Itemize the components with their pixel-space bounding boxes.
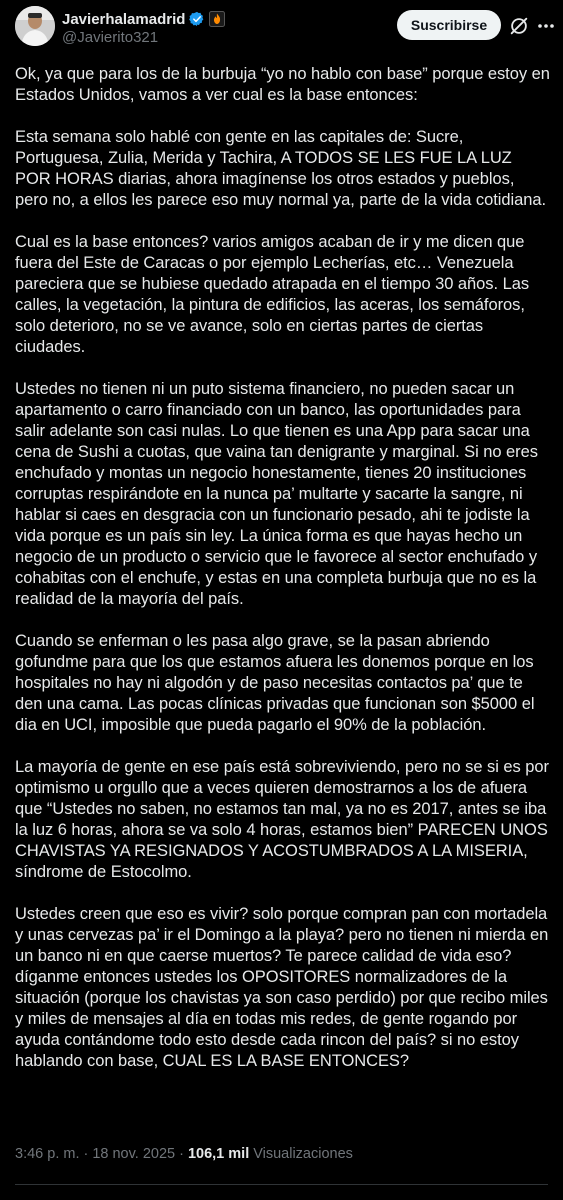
tweet-header: [0, 0, 563, 56]
more-icon[interactable]: [536, 16, 556, 36]
divider: [15, 1184, 548, 1185]
views-label: Visualizaciones: [253, 1146, 353, 1162]
affiliate-badge-icon[interactable]: [209, 11, 225, 27]
tweet-text: [15, 64, 550, 1093]
tweet-paragraph: Ok, ya que para los de la burbuja “yo no hablo con base” porque estoy en Estados Unidos, vamos a ver cual es la base entonces:: [15, 65, 550, 104]
user-handle[interactable]: @Javierito321: [62, 29, 159, 46]
avatar-image: [15, 6, 55, 46]
display-name[interactable]: Javierhalamadrid: [62, 10, 186, 28]
tweet-paragraph: Esta semana solo hablé con gente en las capitales de: Sucre, Portuguesa, Zulia, Merida y Tachira, A TODOS SE LES FUE LA LUZ POR HORAS diarias, ahora imagínense los otros estados y pueblos, pero no, a ellos les parece eso muy normal ya, parte de la vida cotidiana.: [15, 128, 547, 209]
verified-badge-icon: [189, 11, 205, 27]
tweet-time[interactable]: 3:46 p. m.: [15, 1146, 80, 1162]
tweet-paragraph: Cuando se enferman o les pasa algo grave, se la pasan abriendo gofundme para que los que estamos afuera les donemos porque en los hospitales no hay ni algodón y de paso necesitas contactos pa’ que te den una cama. Las pocas clínicas privadas que funcionan son $5000 el dia en UCI, imposible que pueda pagarlo el 90% de la población.: [15, 632, 535, 734]
tweet-paragraph: Ustedes no tienen ni un puto sistema financiero, no pueden sacar un apartamento o carro financiado con un banco, las oportunidades para salir adelante son casi nulas. Lo que tienen es una App para sacar una cena de Sushi a cuotas, que vaina tan denigrante y marginal. Si no eres enchufado y montas un negocio honestamente, tienes 20 instituciones corruptas respirándote en la nunca pa’ multarte y sacarte la sangre, ni hablar si caes en desgracia con un funcionario pesado, ahi te jodiste la vida porque es un país sin ley. La única forma es que hayas hecho un negocio de un producto o servicio que le favorece al sector enchufado y cohabitas con el enchufe, y estas en una completa burbuja que no es la realidad de la mayoría del país.: [15, 380, 538, 608]
avatar[interactable]: [15, 6, 55, 46]
grok-icon[interactable]: [508, 15, 530, 37]
meta-separator: ·: [179, 1146, 184, 1162]
meta-separator: ·: [83, 1146, 89, 1162]
tweet-paragraph: Cual es la base entonces? varios amigos acaban de ir y me dicen que fuera del Este de Caracas o por ejemplo Lecherías, etc… Venezuela pareciera que se hubiese quedado atrapada en el tiempo 30 años. Las calles, la vegetación, la pintura de edificios, las aceras, los semáforos, solo deterioro, no se ve avance, solo en ciertas partes de ciertas ciudades.: [15, 233, 530, 356]
name-row: [62, 9, 225, 29]
views-count: 106,1 mil: [187, 1146, 250, 1162]
tweet-paragraph: Ustedes creen que eso es vivir? solo porque compran pan con mortadela y unas cervezas pa’ ir el Domingo a la playa? pero no tienen ni mierda en un banco ni en que caerse muertos? Te parece calidad de vida eso? díganme entonces ustedes los OPOSITORES normalizadores de la situación (porque los chavistas ya son caso perdido) por que recibo miles y miles de mensajes al día en todas mis redes, de gente rogando por ayuda contándome todo esto desde cada rincon del país? si no estoy hablando con base, CUAL ES LA BASE ENTONCES?: [15, 905, 549, 1070]
tweet-date[interactable]: 18 nov. 2025: [92, 1146, 176, 1162]
subscribe-button[interactable]: Suscribirse: [397, 10, 501, 40]
tweet-paragraph: La mayoría de gente en ese país está sobreviviendo, pero no se si es por optimismo u orgullo que a veces quieren demostrarnos a los de afuera que “Ustedes no saben, no estamos tan mal, ya no es 2017, antes se iba la luz 6 horas, ahora se va solo 4 horas, estamos bien” PARECEN UNOS CHAVISTAS YA RESIGNADOS Y ACOSTUMBRADOS A LA MISERIA, síndrome de Estocolmo.: [15, 758, 549, 881]
tweet-meta: [15, 1146, 353, 1162]
